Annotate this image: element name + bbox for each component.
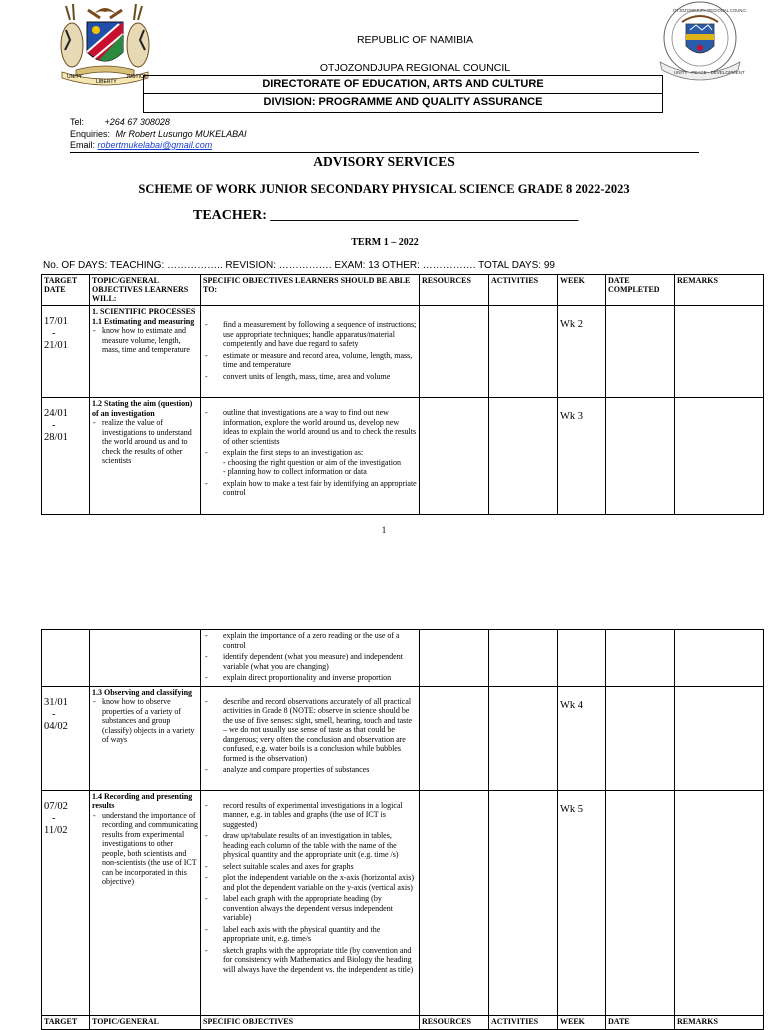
remarks-cell[interactable] bbox=[675, 686, 764, 790]
target-date-cell: 31/01 - 04/02 bbox=[42, 686, 90, 790]
activities-cell[interactable] bbox=[489, 790, 558, 1015]
col-date-completed: DATE COMPLETED bbox=[606, 275, 675, 306]
col-week: WEEK bbox=[558, 275, 606, 306]
term-title: TERM 1 – 2022 bbox=[351, 237, 419, 248]
days-line: No. OF DAYS: TEACHING: …………….. REVISION: ……………. EXAM: 13 OTHER: ……………. TOTAL DAYS: 99 bbox=[43, 260, 555, 271]
date-completed-cell[interactable] bbox=[606, 686, 675, 790]
svg-text:OTJOZONDJUPA REGIONAL COUNCIL: OTJOZONDJUPA REGIONAL COUNCIL bbox=[673, 8, 746, 13]
remarks-cell[interactable] bbox=[675, 630, 764, 687]
svg-text:UNITY: UNITY bbox=[67, 74, 82, 80]
enquiries-value: Mr Robert Lusungo MUKELABAI bbox=[115, 129, 247, 139]
col-target-date: TARGET bbox=[42, 1015, 90, 1029]
col-remarks: REMARKS bbox=[675, 275, 764, 306]
week-cell: Wk 4 bbox=[558, 686, 606, 790]
directorate-box: DIRECTORATE OF EDUCATION, ARTS AND CULTURE bbox=[143, 75, 663, 94]
email-label: Email: bbox=[70, 140, 96, 150]
col-date-completed: DATE bbox=[606, 1015, 675, 1029]
topic-cell: 1.2 Stating the aim (question) of an investigation - realize the value of investigations to understand the world around us and to check the results of other scientists bbox=[90, 398, 201, 515]
remarks-cell[interactable] bbox=[675, 306, 764, 398]
date-completed-cell[interactable] bbox=[606, 790, 675, 1015]
col-specific-objectives: SPECIFIC OBJECTIVES bbox=[201, 1015, 420, 1029]
col-activities: ACTIVITIES bbox=[489, 275, 558, 306]
namibia-coat-of-arms-logo bbox=[56, 0, 154, 86]
col-resources: RESOURCES bbox=[420, 1015, 489, 1029]
activities-cell[interactable] bbox=[489, 306, 558, 398]
objectives-cell: - describe and record observations accurately of all practical activities in Grade 8 (NOTE: observe in science should be the use of five senses: sight, smell, hearing, touch and taste – we do not usually use sense of taste as that could be dangerous; very often the conclusion and observation are confused, e.g. water boils is a conclusion while bubbles formed is the observation) - analyze and compare properties of substances bbox=[201, 686, 420, 790]
advisory-title: ADVISORY SERVICES bbox=[313, 154, 455, 169]
resources-cell[interactable] bbox=[420, 630, 489, 687]
week-cell: Wk 5 bbox=[558, 790, 606, 1015]
resources-cell[interactable] bbox=[420, 398, 489, 515]
date-completed-cell[interactable] bbox=[606, 630, 675, 687]
resources-cell[interactable] bbox=[420, 306, 489, 398]
resources-cell[interactable] bbox=[420, 686, 489, 790]
week-cell bbox=[558, 630, 606, 687]
table-row bbox=[42, 686, 764, 790]
email-link[interactable]: robertmukelabai@gmail.com bbox=[97, 140, 213, 150]
council-heading: OTJOZONDJUPA REGIONAL COUNCIL bbox=[319, 62, 511, 74]
tel-line bbox=[70, 117, 170, 128]
col-specific-objectives: SPECIFIC OBJECTIVES LEARNERS SHOULD BE ABLE TO: bbox=[201, 275, 420, 306]
table-row bbox=[42, 790, 764, 1015]
objectives-cell: - outline that investigations are a way to find out new information, explore the world around us, develop new ideas to explain the world around us and to check the results of other scientists - explain the first steps to an investigation as: - choosing the right question or aim of the investigation - planning how to collect information or data - explain how to make a test fair by identifying an appropriate control bbox=[201, 398, 420, 515]
tel-label: Tel: bbox=[70, 117, 85, 127]
topic-cell bbox=[90, 630, 201, 687]
activities-cell[interactable] bbox=[489, 398, 558, 515]
col-remarks: REMARKS bbox=[675, 1015, 764, 1029]
remarks-cell[interactable] bbox=[675, 398, 764, 515]
objectives-cell: - find a measurement by following a sequence of instructions; use appropriate techniques; handle apparatus/material competently and have due regard to safety - estimate or measure and record area, volume, length, mass, time and temperature - convert units of length, mass, time, area and volume bbox=[201, 306, 420, 398]
otjozondjupa-council-seal-logo bbox=[654, 0, 746, 84]
col-topic: TOPIC/GENERAL bbox=[90, 1015, 201, 1029]
svg-text:LIBERTY: LIBERTY bbox=[96, 79, 117, 85]
week-cell: Wk 2 bbox=[558, 306, 606, 398]
tel-value: +264 67 308028 bbox=[104, 117, 170, 127]
header-divider bbox=[70, 152, 699, 153]
date-completed-cell[interactable] bbox=[606, 306, 675, 398]
date-completed-cell[interactable] bbox=[606, 398, 675, 515]
table-row bbox=[42, 398, 764, 515]
table-header-row bbox=[42, 275, 764, 306]
activities-cell[interactable] bbox=[489, 630, 558, 687]
resources-cell[interactable] bbox=[420, 790, 489, 1015]
svg-text:JUSTICE: JUSTICE bbox=[126, 74, 147, 80]
table-row bbox=[42, 630, 764, 687]
col-target-date: TARGET DATE bbox=[42, 275, 90, 306]
enquiries-line bbox=[70, 129, 247, 140]
activities-cell[interactable] bbox=[489, 686, 558, 790]
division-box: DIVISION: PROGRAMME AND QUALITY ASSURANCE bbox=[143, 94, 663, 113]
topic-cell: 1.4 Recording and presenting results - understand the importance of recording and communicating results from experimental investigations to other people, both scientists and non-scientists (the use of ICT can be incorporated in this objective) bbox=[90, 790, 201, 1015]
target-date-cell: 24/01 - 28/01 bbox=[42, 398, 90, 515]
col-week: WEEK bbox=[558, 1015, 606, 1029]
scheme-table-page2 bbox=[41, 629, 764, 1030]
col-activities: ACTIVITIES bbox=[489, 1015, 558, 1029]
scheme-table-page1 bbox=[41, 274, 764, 515]
scheme-title: SCHEME OF WORK JUNIOR SECONDARY PHYSICAL SCIENCE GRADE 8 2022-2023 bbox=[138, 182, 630, 196]
svg-text:UNITY · PEACE · DEVELOPMENT: UNITY · PEACE · DEVELOPMENT bbox=[674, 70, 745, 75]
objectives-cell: - explain the importance of a zero reading or the use of a control - identify dependent (what you measure) and independent variable (what you are changing) - explain direct proportionality and inverse proportion bbox=[201, 630, 420, 687]
teacher-line: TEACHER: ____________________________________________ bbox=[193, 208, 579, 223]
enquiries-label: Enquiries: bbox=[70, 129, 111, 139]
target-date-cell: 17/01 - 21/01 bbox=[42, 306, 90, 398]
target-date-cell: 07/02 - 11/02 bbox=[42, 790, 90, 1015]
table-row bbox=[42, 306, 764, 398]
table-header-row bbox=[42, 1015, 764, 1029]
col-topic: TOPIC/GENERAL OBJECTIVES LEARNERS WILL: bbox=[90, 275, 201, 306]
republic-heading: REPUBLIC OF NAMIBIA bbox=[356, 34, 474, 46]
remarks-cell[interactable] bbox=[675, 790, 764, 1015]
topic-cell: 1.3 Observing and classifying - know how to observe properties of a variety of substances and group (classify) objects in a variety of ways bbox=[90, 686, 201, 790]
target-date-cell bbox=[42, 630, 90, 687]
objectives-cell: - record results of experimental investigations in a logical manner, e.g. in tables and graphs (the use of ICT is suggested) - draw up/tabulate results of an investigation in tables, heading each column of the table with the name of the physical quantity and the appropriate unit (e.g. time /s) - select suitable scales and axes for graphs - plot the independent variable on the x-axis (horizontal axis) and plot the dependent variable on the y-axis (vertical axis) - label each graph with the appropriate heading (by convention always the dependent versus independent variable) - label each axis with the physical quantity and the appropriate unit, e.g. time/s - sketch graphs with the appropriate title (by convention and for consistency with Mathematics and Biology the heading will always have the dependent vs. the independent as title) bbox=[201, 790, 420, 1015]
col-resources: RESOURCES bbox=[420, 275, 489, 306]
email-line bbox=[70, 140, 212, 151]
topic-cell: 1. SCIENTIFIC PROCESSES 1.1 Estimating and measuring - know how to estimate and measure volume, length, mass, time and temperature bbox=[90, 306, 201, 398]
page-number: 1 bbox=[381, 525, 387, 535]
week-cell: Wk 3 bbox=[558, 398, 606, 515]
